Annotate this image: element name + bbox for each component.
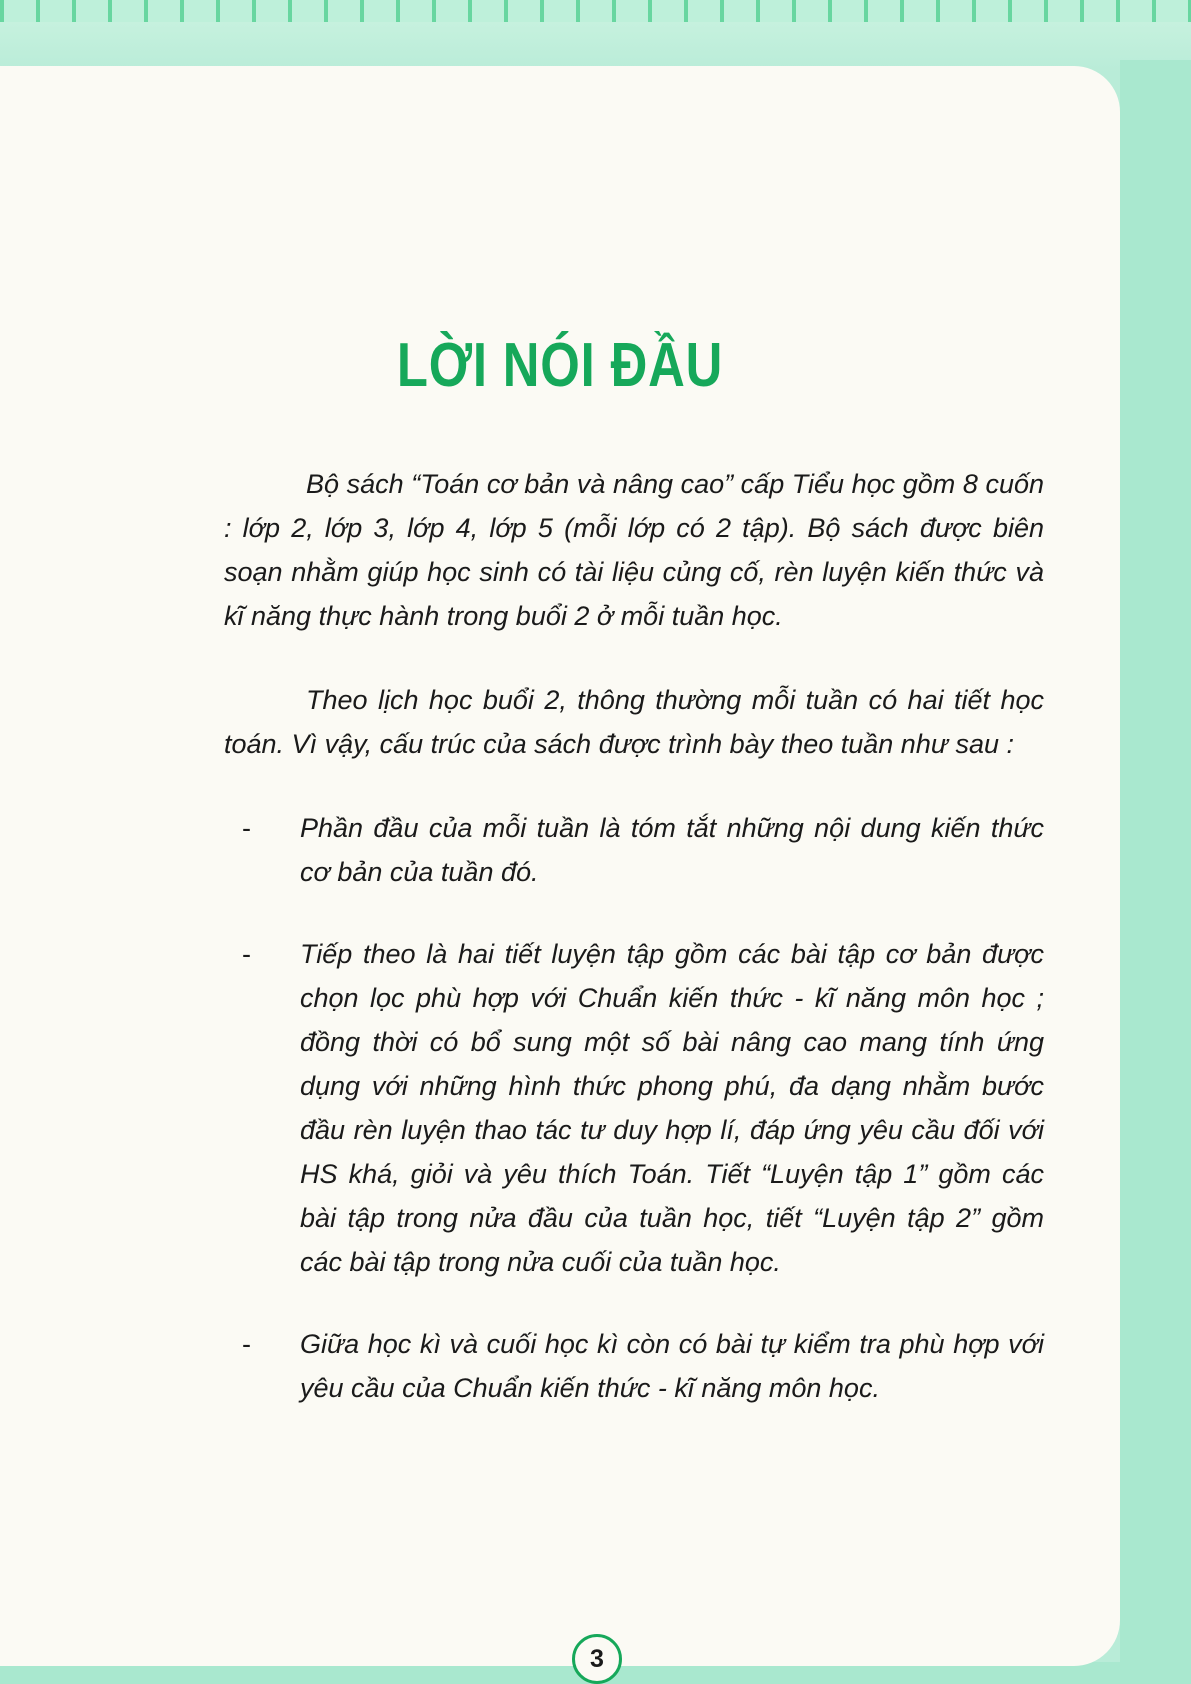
dash-marker: - (242, 813, 251, 843)
list-item (224, 806, 1044, 894)
paragraph-structure: Theo lịch học buổi 2, thông thường mỗi tuần có hai tiết học toán. Vì vậy, cấu trúc của sách được trình bày theo tuần như sau : (224, 685, 1044, 759)
top-border-band (0, 22, 1191, 72)
list-item-text: Phần đầu của mỗi tuần là tóm tắt những nội dung kiến thức cơ bản của tuần đó. (300, 813, 1044, 887)
right-border-band (1120, 60, 1191, 1684)
list-item-text: Giữa học kì và cuối học kì còn có bài tự kiểm tra phù hợp với yêu cầu của Chuẩn kiến thức - kĩ năng môn học. (300, 1329, 1044, 1403)
dash-marker: - (242, 939, 251, 969)
list-item (224, 932, 1044, 1284)
top-decorative-stripe (0, 0, 1191, 22)
page-title: LỜI NÓI ĐẦU (396, 331, 724, 400)
preface-body (224, 462, 1044, 1448)
structure-list (224, 806, 1044, 1410)
dash-marker: - (242, 1329, 251, 1359)
paragraph-intro: Bộ sách “Toán cơ bản và nâng cao” cấp Tiểu học gồm 8 cuốn : lớp 2, lớp 3, lớp 4, lớp 5 (mỗi lớp có 2 tập). Bộ sách được biên soạn nhằm giúp học sinh có tài liệu củng cố, rèn luyện kiến thức và kĩ năng thực hành trong buổi 2 ở mỗi tuần học. (224, 469, 1044, 631)
page-number-badge: 3 (572, 1634, 622, 1684)
list-item (224, 1322, 1044, 1410)
list-item-text: Tiếp theo là hai tiết luyện tập gồm các bài tập cơ bản được chọn lọc phù hợp với Chuẩn kiến thức - kĩ năng môn học ; đồng thời có bổ sung một số bài nâng cao mang tính ứng dụng với những hình thức phong phú, đa dạng nhằm bước đầu rèn luyện thao tác tư duy hợp lí, đáp ứng yêu cầu đối với HS khá, giỏi và yêu thích Toán. Tiết “Luyện tập 1” gồm các bài tập trong nửa đầu của tuần học, tiết “Luyện tập 2” gồm các bài tập trong nửa cuối của tuần học. (300, 939, 1044, 1277)
